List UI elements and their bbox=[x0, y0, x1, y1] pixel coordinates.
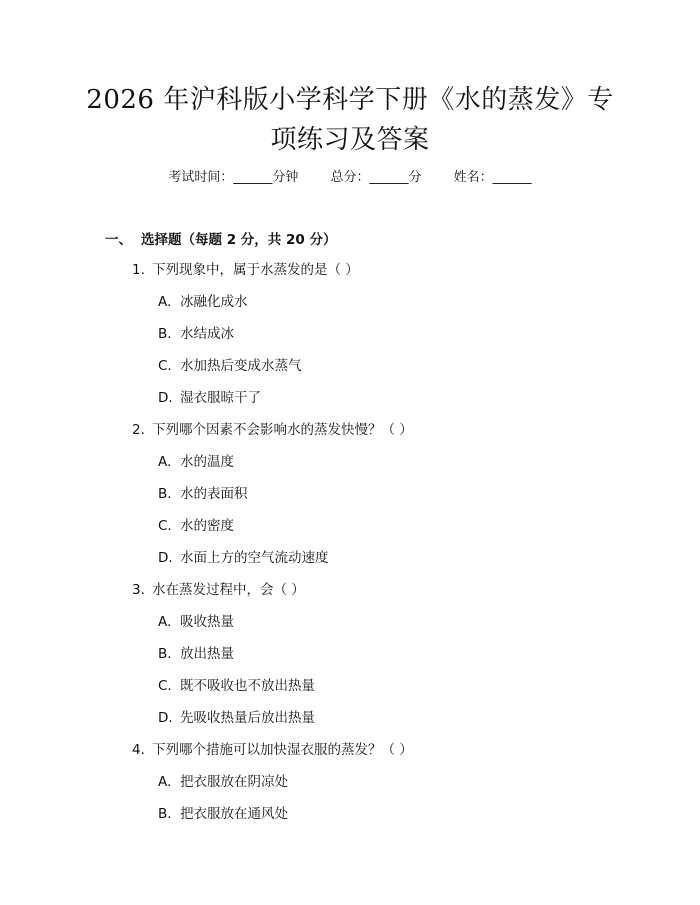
question-2-option-a bbox=[158, 452, 234, 472]
option-text: 水面上方的空气流动速度 bbox=[180, 550, 329, 566]
option-letter: A. bbox=[158, 454, 172, 470]
option-text: 吸收热量 bbox=[180, 614, 234, 630]
title-line-1: 2026 年沪科版小学科学下册《水的蒸发》专 bbox=[86, 85, 614, 115]
option-letter: D. bbox=[158, 550, 173, 566]
question-3-option-d bbox=[158, 708, 315, 728]
option-letter: C. bbox=[158, 518, 172, 534]
question-1-option-d bbox=[158, 388, 261, 408]
question-text: 下列现象中，属于水蒸发的是（ ） bbox=[152, 262, 359, 278]
question-1-option-b bbox=[158, 324, 234, 344]
total-score: 总分：______分 bbox=[330, 170, 422, 185]
question-2-option-d bbox=[158, 548, 329, 568]
student-name: 姓名：______ bbox=[453, 170, 532, 185]
option-text: 冰融化成水 bbox=[180, 294, 248, 310]
title-line-2: 项练习及答案 bbox=[270, 125, 430, 155]
exam-time: 考试时间：______分钟 bbox=[168, 170, 299, 185]
question-number: 4. bbox=[132, 742, 145, 758]
option-text: 水的温度 bbox=[180, 454, 234, 470]
question-3-option-b bbox=[158, 644, 234, 664]
option-letter: C. bbox=[158, 678, 172, 694]
option-text: 湿衣服晾干了 bbox=[180, 390, 261, 406]
option-text: 放出热量 bbox=[180, 646, 234, 662]
question-4 bbox=[132, 740, 413, 760]
question-2 bbox=[132, 420, 413, 440]
section-number: 一、 bbox=[105, 232, 132, 248]
option-text: 先吸收热量后放出热量 bbox=[180, 710, 315, 726]
option-letter: D. bbox=[158, 710, 173, 726]
question-number: 2. bbox=[132, 422, 145, 438]
question-4-option-b bbox=[158, 804, 288, 824]
option-text: 水结成冰 bbox=[180, 326, 234, 342]
question-number: 3. bbox=[132, 582, 145, 598]
section-heading bbox=[105, 230, 336, 250]
option-letter: A. bbox=[158, 294, 172, 310]
question-1-option-a bbox=[158, 292, 248, 312]
option-letter: B. bbox=[158, 806, 172, 822]
option-letter: A. bbox=[158, 774, 172, 790]
option-letter: B. bbox=[158, 486, 172, 502]
question-text: 水在蒸发过程中，会（ ） bbox=[152, 582, 305, 598]
question-2-option-c bbox=[158, 516, 234, 536]
question-1-option-c bbox=[158, 356, 302, 376]
question-2-option-b bbox=[158, 484, 248, 504]
option-text: 把衣服放在通风处 bbox=[180, 806, 288, 822]
question-text: 下列哪个措施可以加快湿衣服的蒸发？（ ） bbox=[152, 742, 413, 758]
section-title: 选择题（每题 2 分，共 20 分） bbox=[141, 232, 337, 248]
question-4-option-a bbox=[158, 772, 288, 792]
option-letter: B. bbox=[158, 646, 172, 662]
question-text: 下列哪个因素不会影响水的蒸发快慢？（ ） bbox=[152, 422, 413, 438]
option-text: 水的密度 bbox=[180, 518, 234, 534]
option-text: 水的表面积 bbox=[180, 486, 248, 502]
option-letter: D. bbox=[158, 390, 173, 406]
question-3-option-c bbox=[158, 676, 315, 696]
option-letter: C. bbox=[158, 358, 172, 374]
question-number: 1. bbox=[132, 262, 145, 278]
document-title bbox=[60, 80, 640, 160]
option-letter: A. bbox=[158, 614, 172, 630]
option-text: 水加热后变成水蒸气 bbox=[180, 358, 302, 374]
question-3-option-a bbox=[158, 612, 234, 632]
option-text: 把衣服放在阴凉处 bbox=[180, 774, 288, 790]
question-3 bbox=[132, 580, 305, 600]
option-letter: B. bbox=[158, 326, 172, 342]
option-text: 既不吸收也不放出热量 bbox=[180, 678, 315, 694]
question-1 bbox=[132, 260, 359, 280]
exam-info bbox=[0, 168, 700, 188]
